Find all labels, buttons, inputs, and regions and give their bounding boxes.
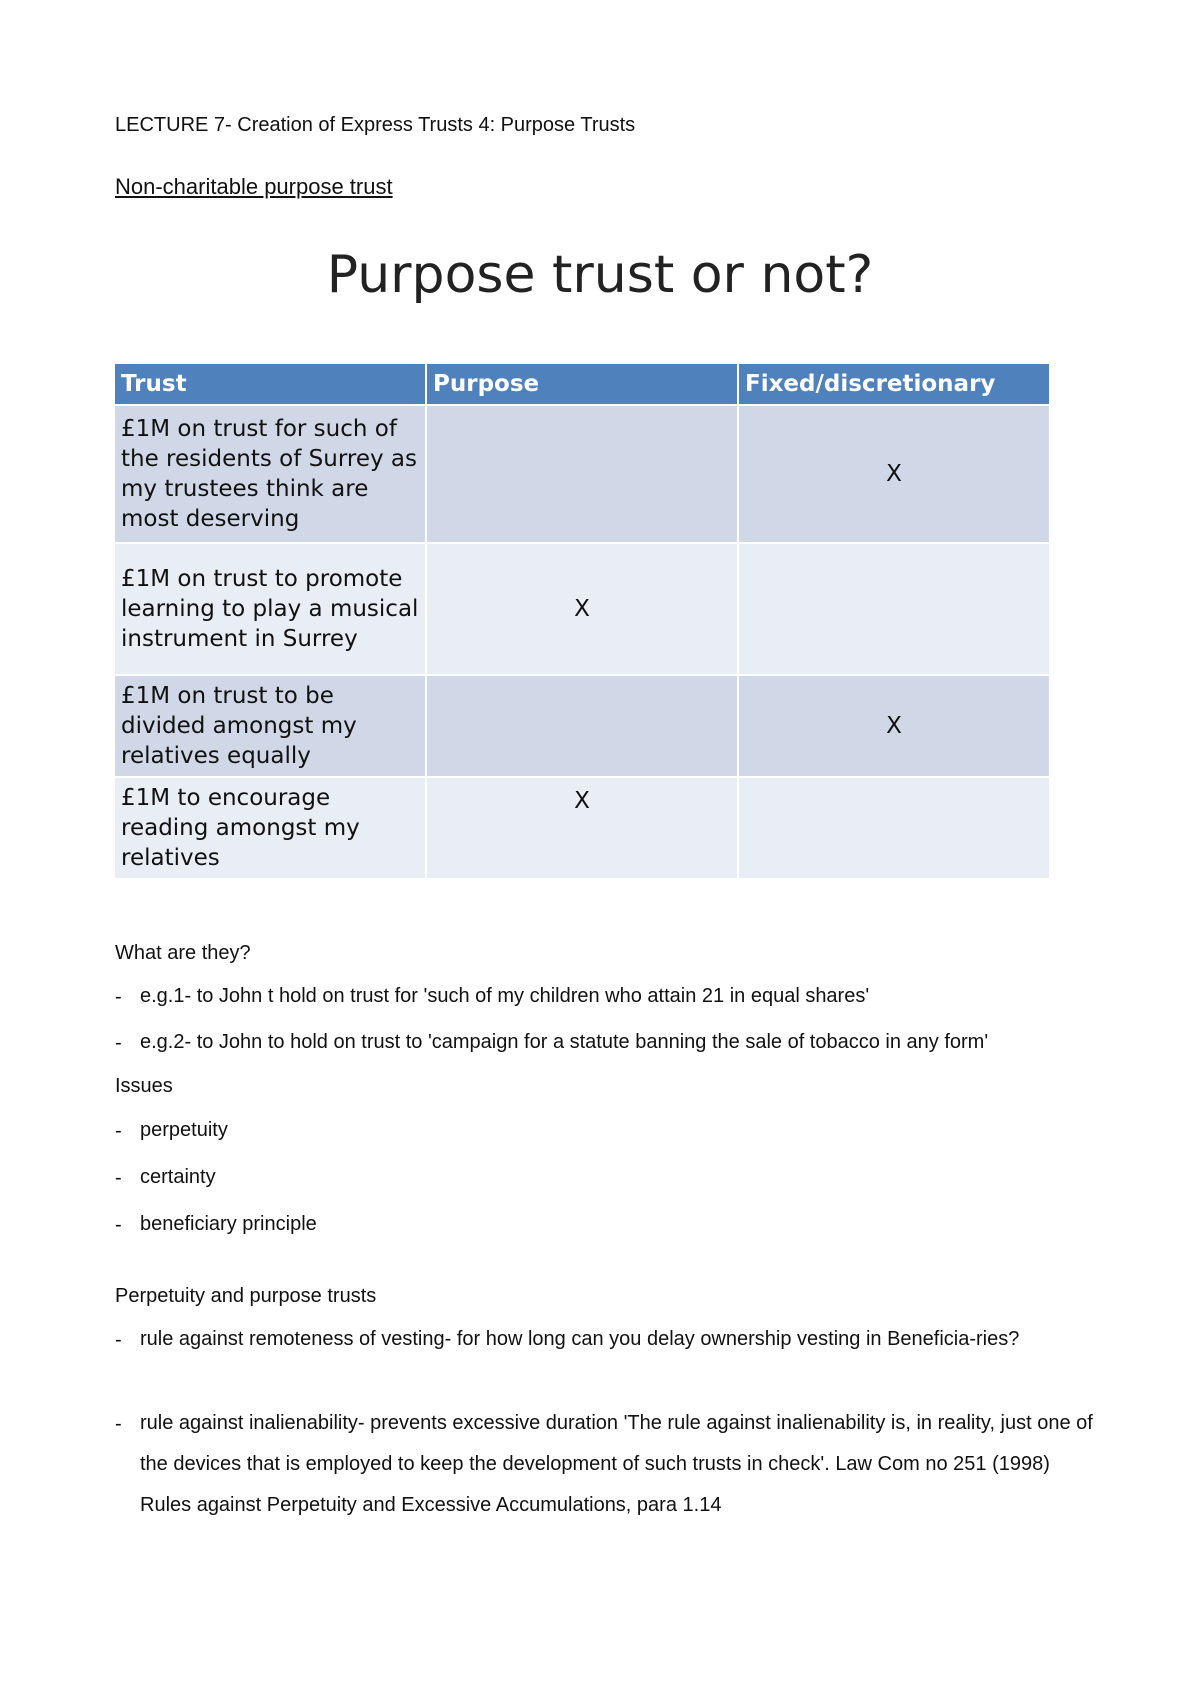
header-trust: Trust <box>115 364 425 404</box>
trust-cell: £1M to encourage reading amongst my relatives <box>115 778 425 878</box>
table-row <box>115 406 1049 542</box>
trust-cell: £1M on trust for such of the residents of Surrey as my trustees think are most deserving <box>115 406 425 542</box>
lecture-title: LECTURE 7- Creation of Express Trusts 4: Purpose Trusts <box>115 114 636 136</box>
trust-table <box>113 362 1051 880</box>
bullet-dash: - <box>115 1167 122 1189</box>
slide-title: Purpose trust or not? <box>326 245 874 305</box>
issue-certainty: certainty <box>140 1166 216 1188</box>
fixed-cell: X <box>739 676 1049 776</box>
purpose-cell: X <box>427 544 737 674</box>
fixed-cell <box>739 778 1049 878</box>
bullet-dash: - <box>115 986 122 1008</box>
fixed-cell: X <box>739 406 1049 542</box>
perpetuity-heading: Perpetuity and purpose trusts <box>115 1285 377 1307</box>
fixed-cell <box>739 544 1049 674</box>
purpose-cell <box>427 676 737 776</box>
bullet-dash: - <box>115 1413 122 1435</box>
bullet-dash: - <box>115 1120 122 1142</box>
issues-heading: Issues <box>115 1075 173 1097</box>
purpose-cell <box>427 406 737 542</box>
purpose-cell: X <box>427 778 737 878</box>
perpetuity-point-1: rule against remoteness of vesting- for how long can you delay ownership vesting in Beneficia-ries? <box>140 1328 1020 1350</box>
trust-cell: £1M on trust to promote learning to play a musical instrument in Surrey <box>115 544 425 674</box>
bullet-dash: - <box>115 1032 122 1054</box>
table-header-row <box>115 364 1049 404</box>
table-row <box>115 544 1049 674</box>
header-purpose: Purpose <box>427 364 737 404</box>
example-2: e.g.2- to John to hold on trust to 'campaign for a statute banning the sale of tobacco in any form' <box>140 1031 989 1053</box>
header-fixed-discretionary: Fixed/discretionary <box>739 364 1049 404</box>
trust-cell: £1M on trust to be divided amongst my relatives equally <box>115 676 425 776</box>
issue-perpetuity: perpetuity <box>140 1119 228 1141</box>
example-1: e.g.1- to John t hold on trust for 'such of my children who attain 21 in equal shares' <box>140 985 870 1007</box>
issue-beneficiary-principle: beneficiary principle <box>140 1213 317 1235</box>
perpetuity-point-2: rule against inalienability- prevents excessive duration 'The rule against inalienability is, in reality, just one of the devices that is employed to keep the development of such trusts in check'. Law Com no 251 (1998) Rules against Perpetuity and Excessive Accumulations, para 1.14 <box>140 1412 1093 1516</box>
table-row <box>115 676 1049 776</box>
bullet-dash: - <box>115 1329 122 1351</box>
what-heading: What are they? <box>115 942 251 964</box>
section-heading: Non-charitable purpose trust <box>115 174 393 199</box>
table-row <box>115 778 1049 878</box>
bullet-dash: - <box>115 1214 122 1236</box>
